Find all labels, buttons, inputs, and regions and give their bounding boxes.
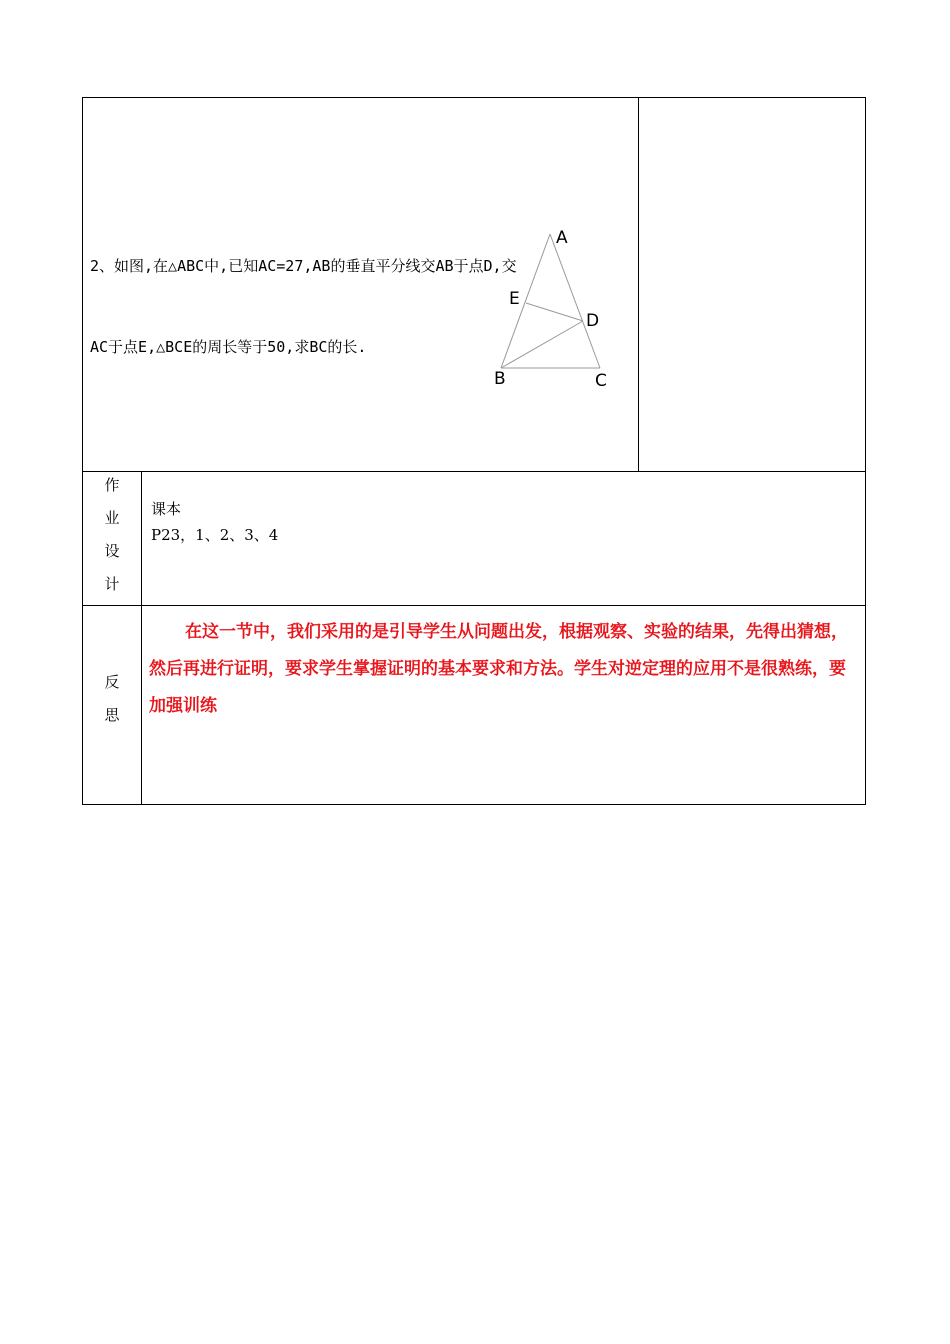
label-B: B xyxy=(494,369,506,389)
column-divider xyxy=(141,471,142,805)
label-D: D xyxy=(586,311,600,331)
label-E: E xyxy=(509,289,520,309)
row-divider xyxy=(82,605,866,606)
homework-content xyxy=(151,496,278,548)
reflection-label-char: 思 xyxy=(104,706,120,724)
homework-label-char: 设 xyxy=(104,542,120,560)
segment-BD xyxy=(501,321,583,368)
homework-label-char: 业 xyxy=(104,509,120,527)
homework-label xyxy=(83,469,141,601)
reflection-text: 在这一节中，我们采用的是引导学生从问题出发，根据观察、实验的结果，先得出猜想，然后再进行证明，要求学生掌握证明的基本要求和方法。学生对逆定理的应用不是很熟练，要加强训练 xyxy=(149,622,848,716)
homework-label-char: 计 xyxy=(104,575,120,593)
segment-AC xyxy=(550,234,600,368)
reflection-label xyxy=(83,666,141,732)
reflection-label-char: 反 xyxy=(104,673,120,691)
homework-label-char: 作 xyxy=(104,476,120,494)
problem-line-2: AC于点E,△BCE的周长等于50,求BC的长. xyxy=(90,338,367,356)
homework-line-2: P23，1、2、3、4 xyxy=(151,526,279,544)
problem-line-1: 2、如图,在△ABC中,已知AC=27,AB的垂直平分线交AB于点D,交 xyxy=(90,257,517,275)
row-divider xyxy=(82,471,866,472)
homework-line-1: 课本 xyxy=(151,500,182,518)
label-C: C xyxy=(595,371,607,391)
label-A: A xyxy=(556,228,568,248)
segment-ED xyxy=(526,303,583,321)
triangle-figure xyxy=(480,220,640,400)
